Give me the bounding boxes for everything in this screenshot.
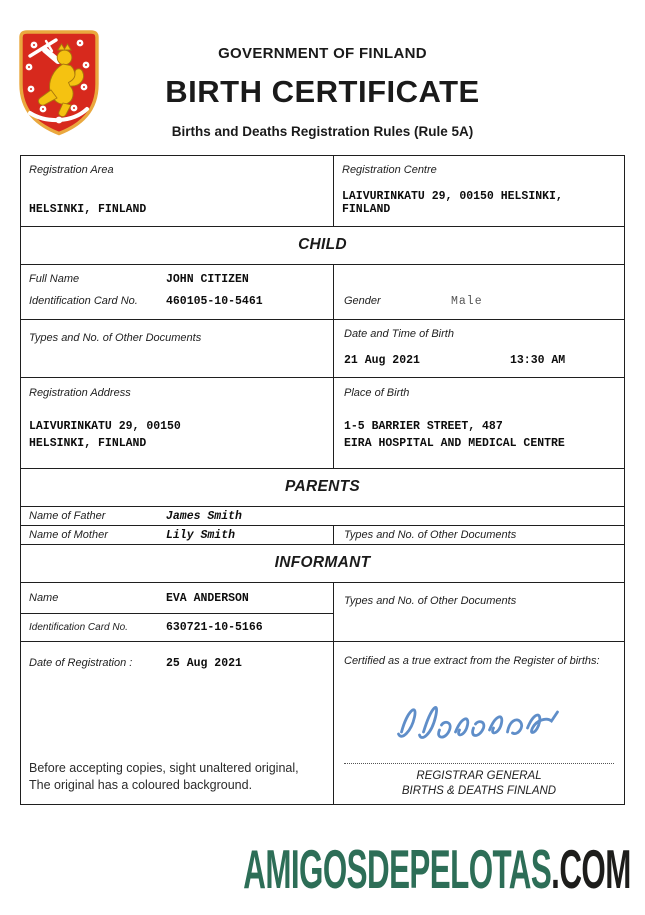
registrar-title xyxy=(334,769,624,799)
gender-label: Gender xyxy=(344,295,381,307)
birth-time-value: 13:30 AM xyxy=(510,354,566,367)
place-of-birth-line1: 1-5 BARRIER STREET, 487 xyxy=(344,420,503,433)
child-name-row xyxy=(21,264,624,319)
copy-notice-line2: The original has a coloured background. xyxy=(29,778,253,792)
mother-cell xyxy=(21,526,333,544)
registration-address-line2: HELSINKI, FINLAND xyxy=(29,437,147,450)
document-title: BIRTH CERTIFICATE xyxy=(165,74,480,109)
registration-centre-label: Registration Centre xyxy=(342,164,437,176)
watermark-brand: AMIGOSDEPELOTAS xyxy=(243,838,552,900)
informant-id-value: 630721-10-5166 xyxy=(166,621,263,634)
gender-value: Male xyxy=(451,295,483,308)
father-cell xyxy=(21,510,624,523)
registrar-signature xyxy=(392,694,567,757)
child-other-docs-label: Types and No. of Other Documents xyxy=(29,332,202,344)
registration-centre-value: LAIVURINKATU 29, 00150 HELSINKI, FINLAND xyxy=(342,190,563,216)
parents-other-docs-cell xyxy=(333,526,624,544)
child-docs-birth-row xyxy=(21,319,624,377)
certified-label: Certified as a true extract from the Register of births: xyxy=(344,655,600,667)
informant-left-column xyxy=(21,583,333,641)
informant-id-cell xyxy=(21,613,333,641)
certified-cell xyxy=(333,642,624,804)
registration-address-cell xyxy=(21,378,333,468)
copy-notice xyxy=(29,760,299,794)
section-child: CHILD xyxy=(21,226,624,264)
section-informant: INFORMANT xyxy=(21,544,624,582)
mother-value: Lily Smith xyxy=(166,528,236,542)
child-other-docs-cell xyxy=(21,320,333,377)
signature-dotted-line xyxy=(344,763,614,764)
informant-row xyxy=(21,582,624,641)
watermark-tld: .COM xyxy=(551,838,631,900)
section-parents: PARENTS xyxy=(21,468,624,506)
place-of-birth-line2: EIRA HOSPITAL AND MEDICAL CENTRE xyxy=(344,437,565,450)
informant-name-cell xyxy=(21,583,333,613)
registration-area-label: Registration Area xyxy=(29,164,114,176)
full-name-value: JOHN CITIZEN xyxy=(166,273,249,286)
registration-address-line1: LAIVURINKATU 29, 00150 xyxy=(29,420,181,433)
mother-row xyxy=(21,525,624,544)
father-label: Name of Father xyxy=(29,509,106,522)
place-of-birth-cell xyxy=(333,378,624,468)
government-line: GOVERNMENT OF FINLAND xyxy=(218,45,427,62)
place-of-birth-label: Place of Birth xyxy=(344,387,410,399)
birth-datetime-cell xyxy=(333,320,624,377)
address-row xyxy=(21,377,624,468)
informant-name-label: Name xyxy=(29,592,59,604)
registrar-title-line2: BIRTHS & DEATHS FINLAND xyxy=(401,785,557,797)
registration-row xyxy=(21,156,624,226)
child-id-value: 460105-10-5461 xyxy=(166,295,263,308)
informant-name-value: EVA ANDERSON xyxy=(166,591,249,605)
registration-area-cell xyxy=(21,156,333,226)
date-of-registration-value: 25 Aug 2021 xyxy=(166,657,242,670)
date-of-registration-label: Date of Registration : xyxy=(29,657,133,669)
father-row xyxy=(21,506,624,525)
birth-datetime-label: Date and Time of Birth xyxy=(344,328,454,340)
certificate-table xyxy=(20,155,625,805)
document-subtitle: Births and Deaths Registration Rules (Rule 5A) xyxy=(171,124,474,139)
father-value: James Smith xyxy=(166,509,242,523)
registration-area-value: HELSINKI, FINLAND xyxy=(29,203,147,216)
full-name-label: Full Name xyxy=(29,273,80,285)
registrar-title-line1: REGISTRAR GENERAL xyxy=(416,770,542,782)
informant-other-docs-cell xyxy=(333,583,624,641)
registration-centre-cell xyxy=(333,156,624,226)
copy-notice-line1: Before accepting copies, sight unaltered original, xyxy=(29,761,299,775)
informant-id-label: Identification Card No. xyxy=(29,622,128,633)
registration-address-label: Registration Address xyxy=(29,387,131,399)
watermark xyxy=(243,838,631,900)
child-name-cell xyxy=(21,265,333,319)
date-of-registration-cell xyxy=(21,642,333,804)
parents-other-docs-label: Types and No. of Other Documents xyxy=(344,529,517,541)
child-id-label: Identification Card No. xyxy=(29,295,138,307)
informant-other-docs-label: Types and No. of Other Documents xyxy=(344,595,517,607)
mother-label: Name of Mother xyxy=(29,529,108,541)
gender-cell xyxy=(333,265,624,319)
registration-footer-row xyxy=(21,641,624,804)
birth-date-value: 21 Aug 2021 xyxy=(344,354,420,367)
